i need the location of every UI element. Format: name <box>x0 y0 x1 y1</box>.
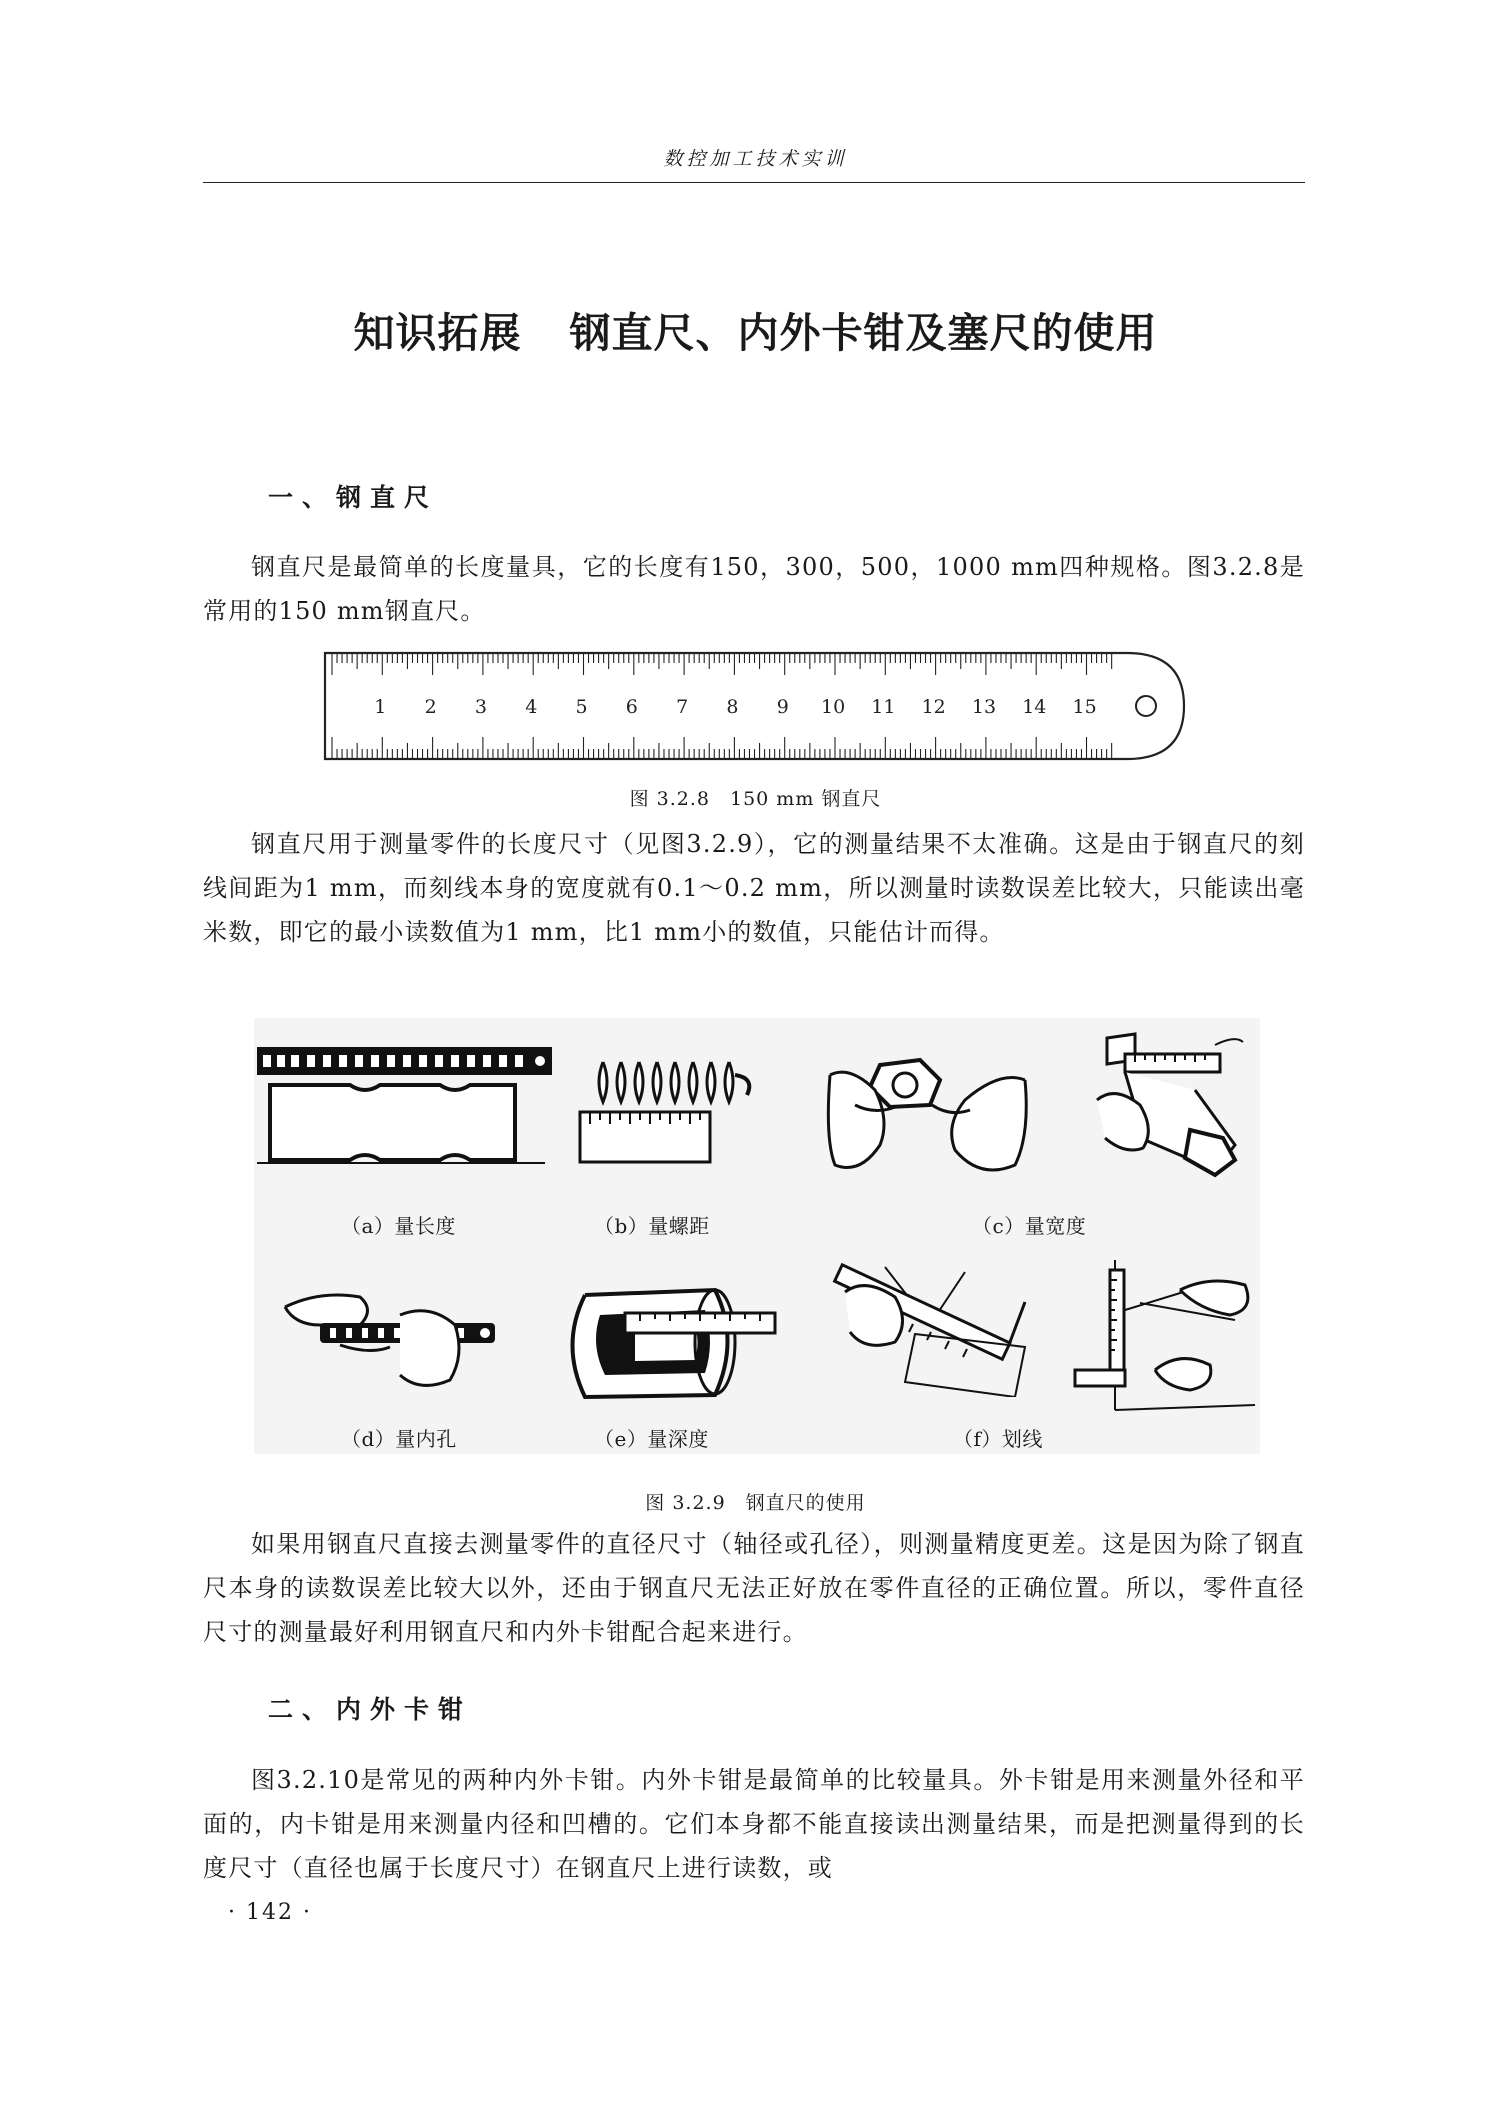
section-heading-ruler: 一、钢直尺 <box>268 483 439 512</box>
ruler-number: 14 <box>1022 696 1047 718</box>
measure-pitch-illustration <box>575 1050 775 1170</box>
subcaption-e: （e）量深度 <box>594 1427 709 1451</box>
subcaption-b: （b）量螺距 <box>594 1214 710 1238</box>
paragraph-ruler-intro: 钢直尺是最简单的长度量具，它的长度有150，300，500，1000 mm四种规格。图3.2.8是常用的150 mm钢直尺。 <box>203 553 1305 625</box>
scribing-illustration <box>825 1262 1030 1397</box>
ruler-number: 8 <box>726 696 739 718</box>
hanging-hole-icon <box>1136 696 1156 716</box>
header-rule <box>203 182 1305 183</box>
measure-length-illustration <box>255 1045 555 1170</box>
paragraph-diameter-measurement: 如果用钢直尺直接去测量零件的直径尺寸（轴径或孔径），则测量精度更差。这是因为除了钢直尺本身的读数误差比较大以外，还由于钢直尺无法正好放在零件直径的正确位置。所以，零件直径尺寸的测量最好利用钢直尺和内外卡钳配合起来进行。 <box>203 1530 1305 1646</box>
paragraph-ruler-accuracy: 钢直尺用于测量零件的长度尺寸（见图3.2.9），它的测量结果不太准确。这是由于钢直尺的刻线间距为1 mm，而刻线本身的宽度就有0.1～0.2 mm，所以测量时读数误差比较大，只能读出毫米数，即它的最小读数值为1 mm，比1 mm小的数值，只能估计而得。 <box>203 830 1305 946</box>
ruler-number: 12 <box>921 696 946 718</box>
measure-width-bar-illustration <box>1095 1030 1245 1180</box>
measure-width-illustration <box>820 1045 1035 1185</box>
measure-depth-illustration <box>565 1285 785 1400</box>
ruler-number: 13 <box>971 696 997 718</box>
ruler-number: 6 <box>625 696 638 718</box>
ruler-number: 7 <box>676 696 689 718</box>
paragraph-calipers-intro: 图3.2.10是常见的两种内外卡钳。内外卡钳是最简单的比较量具。外卡钳是用来测量外径和平面的，内卡钳是用来测量内径和凹槽的。它们本身都不能直接读出测量结果，而是把测量得到的长度尺寸（直径也属于长度尺寸）在钢直尺上进行读数，或 <box>203 1766 1305 1882</box>
ruler-number: 4 <box>525 696 538 718</box>
page-title <box>0 300 1511 359</box>
subcaption-c: （c）量宽度 <box>972 1214 1087 1238</box>
subcaption-f: （f）划线 <box>953 1427 1043 1451</box>
scribing-square-illustration <box>1070 1255 1260 1415</box>
measure-bore-illustration <box>280 1285 510 1395</box>
ruler-number: 1 <box>374 696 387 718</box>
figure-3-2-9-caption: 图 3.2.9 钢直尺的使用 <box>645 1492 866 1514</box>
title-sub: 钢直尺、内外卡钳及塞尺的使用 <box>569 309 1158 357</box>
subcaption-d: （d）量内孔 <box>341 1427 457 1451</box>
subcaption-a: （a）量长度 <box>341 1214 456 1238</box>
ruler-number: 2 <box>424 696 437 718</box>
ruler-number: 15 <box>1072 696 1097 718</box>
title-main: 知识拓展 <box>353 309 522 357</box>
ruler-numbers <box>374 696 1096 718</box>
section-heading-calipers: 二、内外卡钳 <box>268 1695 473 1724</box>
running-header: 数控加工技术实训 <box>663 148 848 170</box>
ruler-number: 5 <box>575 696 588 718</box>
figure-3-2-8-caption: 图 3.2.8 150 mm 钢直尺 <box>629 788 882 810</box>
steel-ruler-figure <box>322 650 1192 762</box>
ruler-number: 11 <box>871 696 896 718</box>
ruler-number: 10 <box>821 696 846 718</box>
page-number: · 142 · <box>228 1900 312 1925</box>
ruler-number: 9 <box>776 696 789 718</box>
ruler-number: 3 <box>474 696 487 718</box>
